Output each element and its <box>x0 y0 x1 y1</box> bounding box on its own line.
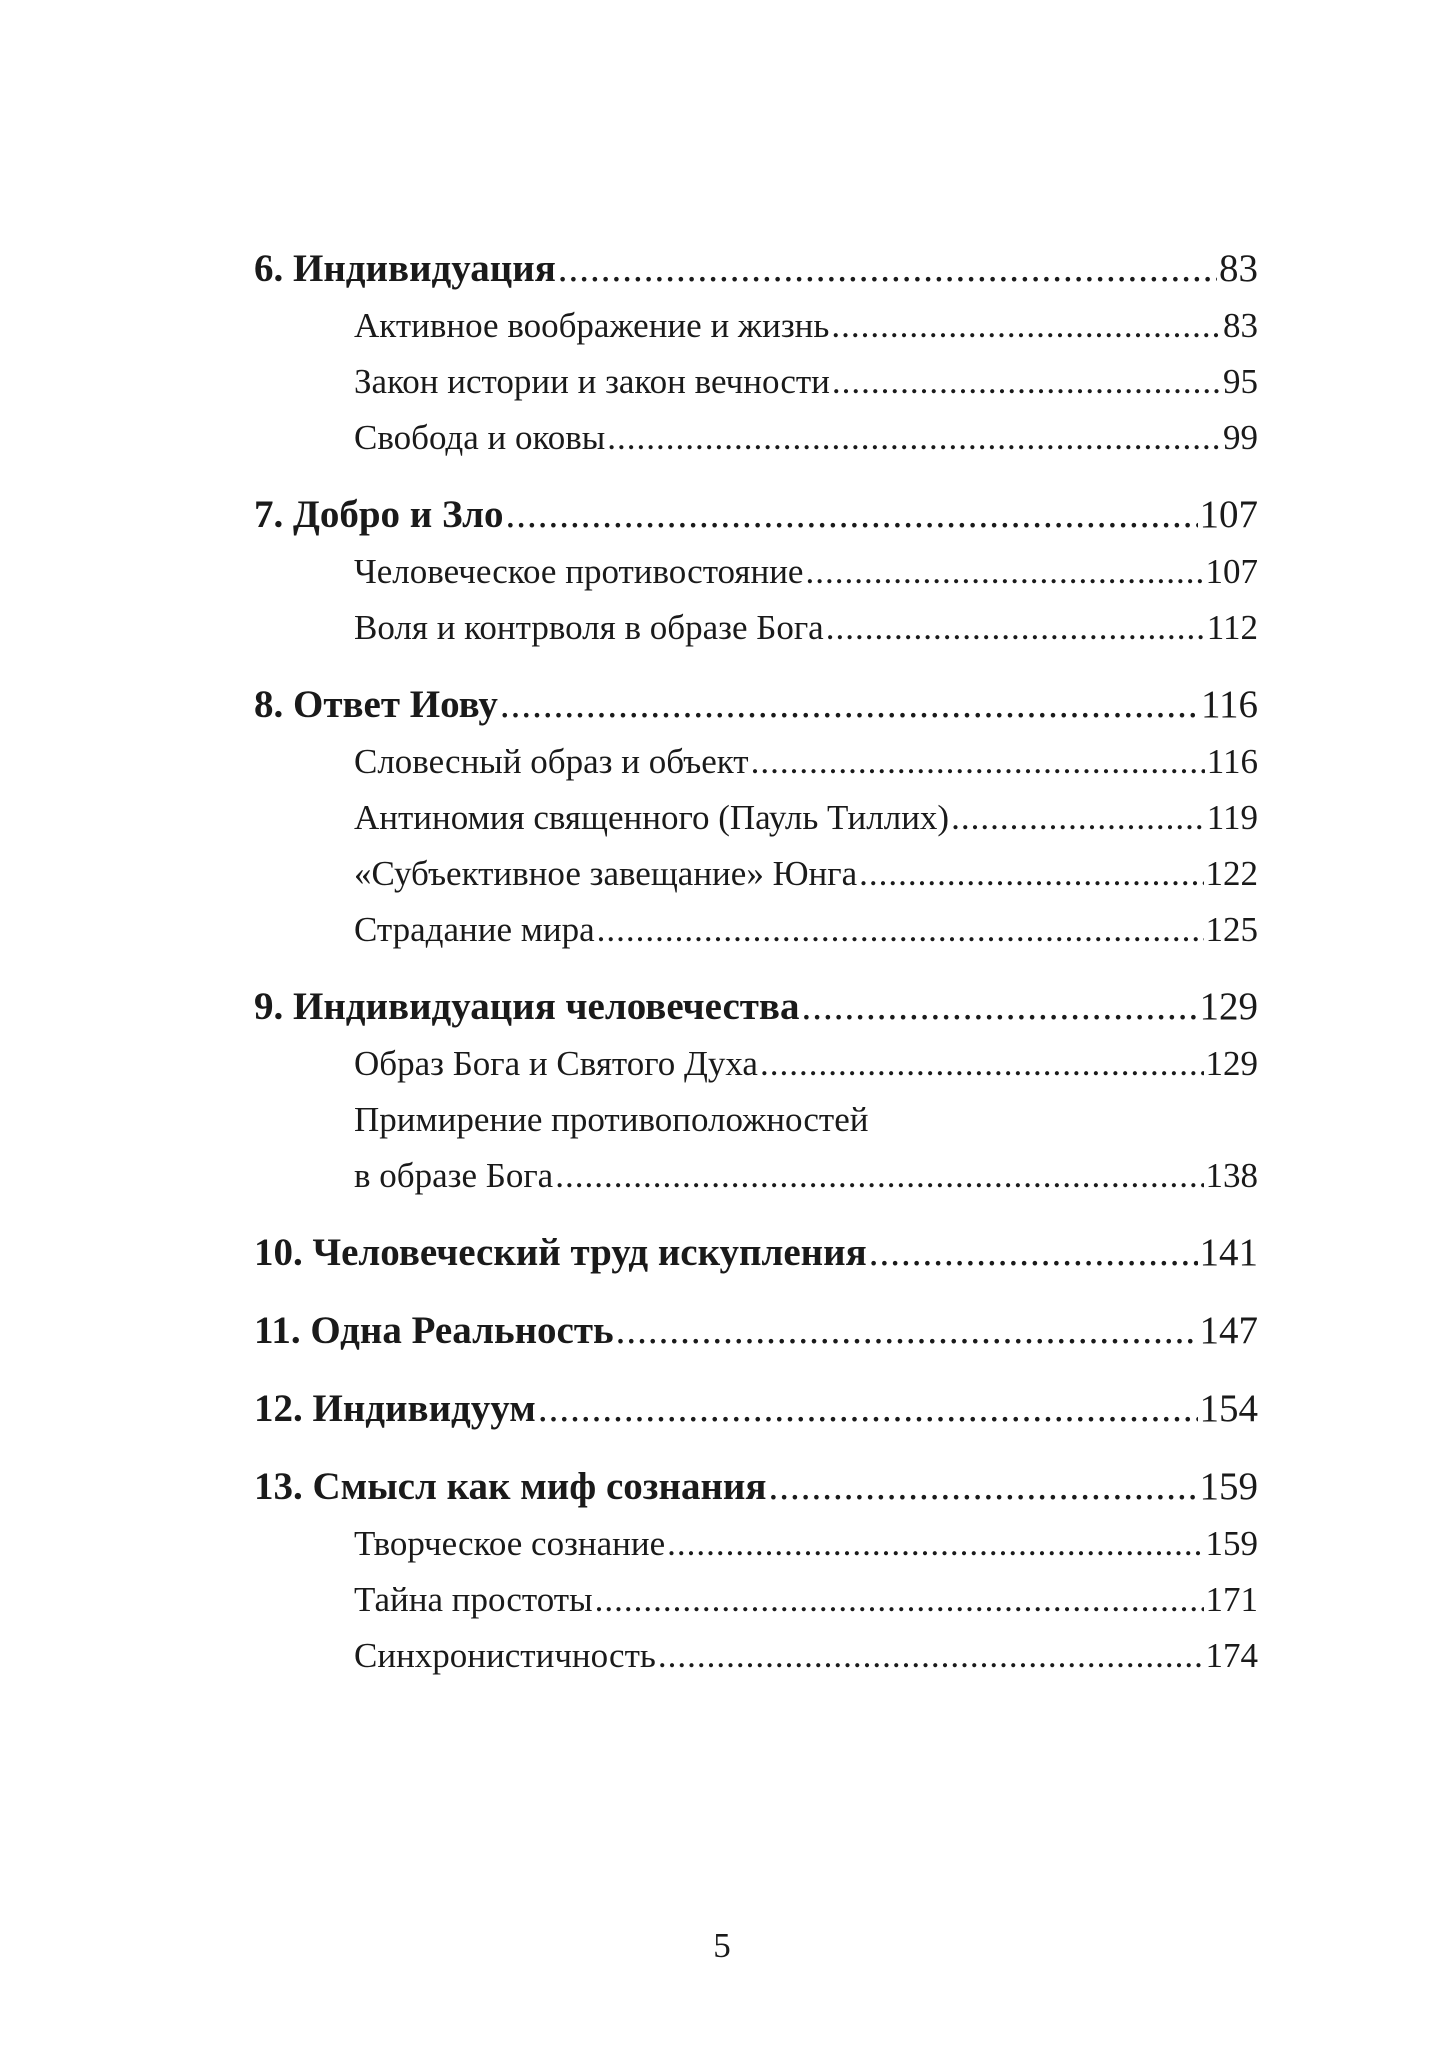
toc-section <box>254 734 1258 790</box>
toc-title: в образе Бога <box>354 1156 554 1195</box>
toc-title: Свобода и оковы <box>354 418 606 457</box>
dot-leader <box>538 1380 1198 1438</box>
toc-page: 122 <box>1205 854 1258 893</box>
dot-leader <box>597 902 1204 958</box>
toc-page: 107 <box>1199 493 1258 536</box>
dot-leader <box>768 1458 1197 1516</box>
dot-leader <box>751 734 1205 790</box>
toc-page: 159 <box>1199 1465 1258 1508</box>
dot-leader <box>595 1572 1204 1628</box>
page-number: 5 <box>713 1926 731 1965</box>
toc-title: 7. Добро и Зло <box>254 493 504 536</box>
toc-title: Человеческое противостояние <box>354 552 804 591</box>
dot-leader <box>500 676 1199 734</box>
toc-page: 112 <box>1206 608 1258 647</box>
dot-leader <box>826 600 1205 656</box>
toc-section <box>254 544 1258 600</box>
toc-section <box>254 1036 1258 1092</box>
toc-title: 9. Индивидуация человечества <box>254 985 800 1028</box>
toc-chapter <box>254 486 1258 544</box>
toc-title: Активное воображение и жизнь <box>354 306 830 345</box>
toc-title: Страдание мира <box>354 910 595 949</box>
toc-title: Синхронистичность <box>354 1636 656 1675</box>
toc-chapter <box>254 240 1258 298</box>
toc-page: 119 <box>1206 798 1258 837</box>
toc-title: Тайна простоты <box>354 1580 593 1619</box>
toc-section <box>254 354 1258 410</box>
dot-leader <box>505 486 1197 544</box>
dot-leader <box>831 298 1221 354</box>
toc-chapter <box>254 1224 1258 1282</box>
toc-page: 107 <box>1205 552 1258 591</box>
toc-title: 6. Индивидуация <box>254 247 556 290</box>
toc-title: Словесный образ и объект <box>354 742 749 781</box>
toc-page: 154 <box>1199 1387 1258 1430</box>
toc-chapter <box>254 676 1258 734</box>
toc-title: «Субъективное завещание» Юнга <box>354 854 858 893</box>
toc-title: Творческое сознание <box>354 1524 666 1563</box>
toc-title: 11. Одна Реальность <box>254 1309 614 1352</box>
dot-leader <box>616 1302 1198 1360</box>
toc-page: 95 <box>1223 362 1258 401</box>
dot-leader <box>869 1224 1198 1282</box>
toc-chapter <box>254 1380 1258 1438</box>
toc-title: 12. Индивидуум <box>254 1387 536 1430</box>
table-of-contents <box>254 240 1258 1684</box>
dot-leader <box>760 1036 1204 1092</box>
toc-page: 141 <box>1199 1231 1258 1274</box>
toc-page: 116 <box>1200 683 1258 726</box>
toc-section <box>254 600 1258 656</box>
toc-chapter <box>254 1302 1258 1360</box>
toc-page: 174 <box>1205 1636 1258 1675</box>
toc-section <box>254 410 1258 466</box>
dot-leader <box>558 240 1217 298</box>
toc-page: 129 <box>1199 985 1258 1028</box>
toc-title: Воля и контрволя в образе Бога <box>354 608 824 647</box>
toc-title: Антиномия священного (Пауль Тиллих) <box>354 798 950 837</box>
toc-section <box>254 1148 1258 1204</box>
toc-page: 83 <box>1223 306 1258 345</box>
toc-section <box>254 846 1258 902</box>
dot-leader <box>859 846 1203 902</box>
toc-section <box>254 1628 1258 1684</box>
dot-leader <box>555 1148 1203 1204</box>
toc-chapter <box>254 1458 1258 1516</box>
toc-page: 125 <box>1205 910 1258 949</box>
toc-section <box>254 902 1258 958</box>
toc-section <box>254 790 1258 846</box>
toc-page: 116 <box>1206 742 1258 781</box>
dot-leader <box>658 1628 1204 1684</box>
toc-section <box>254 1092 1258 1148</box>
toc-title: 8. Ответ Иову <box>254 683 498 726</box>
toc-page: 83 <box>1219 247 1258 290</box>
toc-page: 129 <box>1205 1044 1258 1083</box>
toc-page: 147 <box>1199 1309 1258 1352</box>
dot-leader <box>951 790 1205 846</box>
toc-page: 171 <box>1205 1580 1258 1619</box>
toc-page: 159 <box>1205 1524 1258 1563</box>
toc-title: 10. Человеческий труд искупления <box>254 1231 867 1274</box>
toc-title: Примирение противоположностей <box>354 1100 869 1139</box>
dot-leader <box>832 354 1221 410</box>
toc-section <box>254 1516 1258 1572</box>
toc-chapter <box>254 978 1258 1036</box>
toc-page: 138 <box>1205 1156 1258 1195</box>
toc-page: 99 <box>1223 418 1258 457</box>
toc-title: 13. Смысл как миф сознания <box>254 1465 767 1508</box>
dot-leader <box>667 1516 1203 1572</box>
dot-leader <box>805 544 1203 600</box>
toc-section <box>254 298 1258 354</box>
toc-title: Закон истории и закон вечности <box>354 362 830 401</box>
dot-leader <box>607 410 1221 466</box>
dot-leader <box>801 978 1197 1036</box>
toc-section <box>254 1572 1258 1628</box>
toc-title: Образ Бога и Святого Духа <box>354 1044 758 1083</box>
